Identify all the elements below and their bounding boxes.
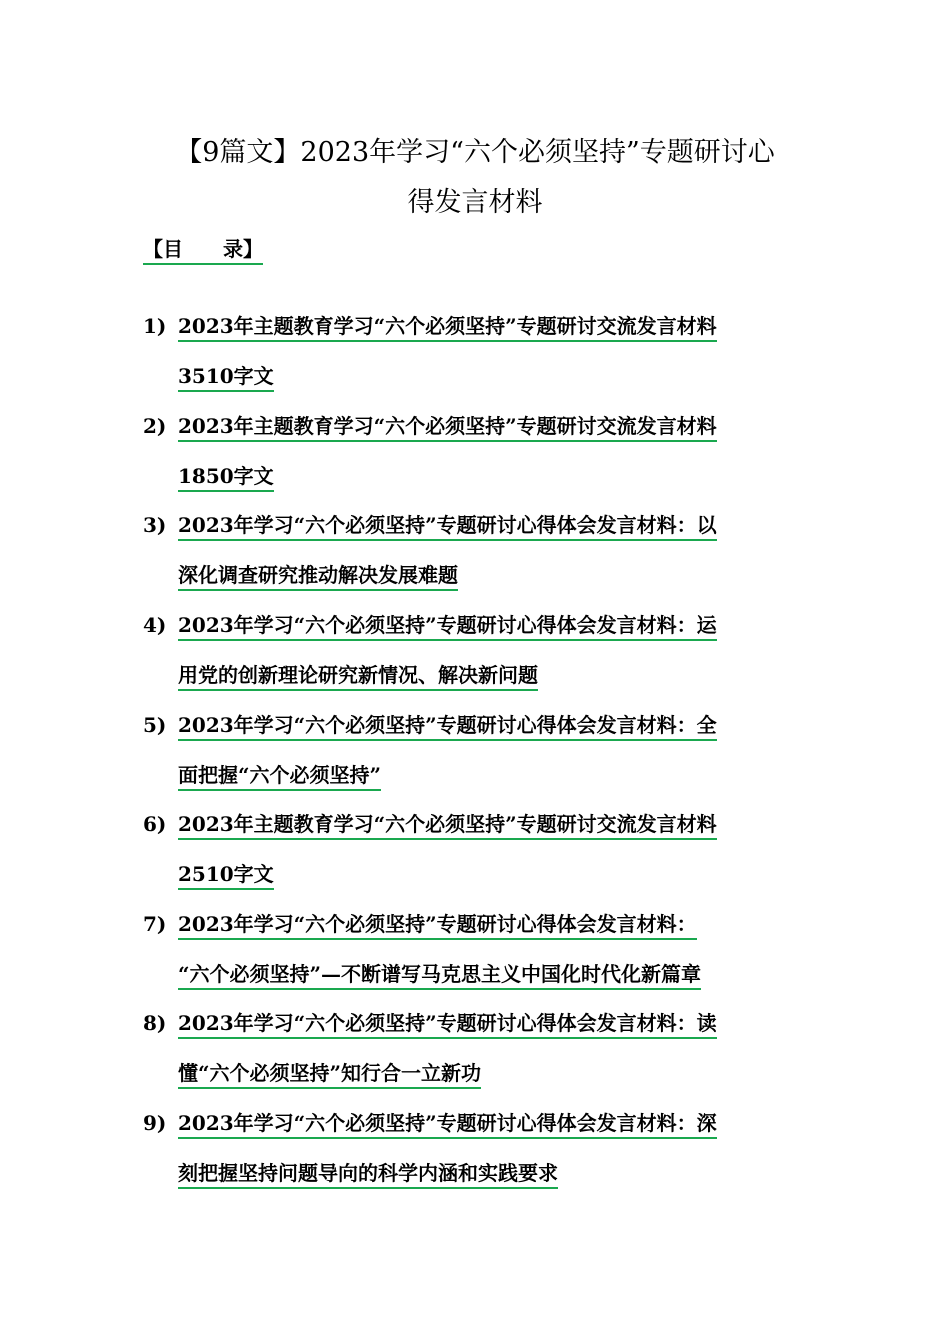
toc-link-line[interactable]: 2023年主题教育学习“六个必须坚持”专题研讨交流发言材料 (178, 811, 717, 840)
toc-item-number: 5) (143, 713, 167, 737)
toc-link-line[interactable]: 2023年学习“六个必须坚持”专题研讨心得体会发言材料：深 (178, 1110, 717, 1139)
toc-link-line[interactable]: 面把握“六个必须坚持” (178, 762, 381, 791)
document-title-line-1: 【9篇文】2023年学习“六个必须坚持”专题研讨心 (175, 137, 775, 168)
toc-link-line[interactable]: 1850字文 (178, 463, 274, 492)
toc-link-line[interactable]: “六个必须坚持”—不断谱写马克思主义中国化时代化新篇章 (178, 961, 701, 990)
toc-item-number: 2) (143, 414, 167, 438)
toc-link-line[interactable]: 2023年主题教育学习“六个必须坚持”专题研讨交流发言材料 (178, 313, 717, 342)
toc-link-line[interactable]: 2023年学习“六个必须坚持”专题研讨心得体会发言材料：读 (178, 1010, 717, 1039)
toc-link-line[interactable]: 2023年主题教育学习“六个必须坚持”专题研讨交流发言材料 (178, 413, 717, 442)
toc-link-line[interactable]: 2023年学习“六个必须坚持”专题研讨心得体会发言材料： (178, 911, 697, 940)
toc-link-line[interactable]: 用党的创新理论研究新情况、解决新问题 (178, 662, 538, 691)
toc-link-line[interactable]: 3510字文 (178, 363, 274, 392)
toc-link-line[interactable]: 2023年学习“六个必须坚持”专题研讨心得体会发言材料：运 (178, 612, 717, 641)
toc-item-number: 8) (143, 1011, 167, 1035)
toc-item-number: 3) (143, 513, 167, 537)
toc-item-number: 1) (143, 314, 167, 338)
toc-link-line[interactable]: 深化调查研究推动解决发展难题 (178, 562, 458, 591)
toc-link-line[interactable]: 2023年学习“六个必须坚持”专题研讨心得体会发言材料：全 (178, 712, 717, 741)
toc-item-number: 4) (143, 613, 167, 637)
toc-item-number: 7) (143, 912, 167, 936)
toc-item-number: 6) (143, 812, 167, 836)
toc-link-line[interactable]: 刻把握坚持问题导向的科学内涵和实践要求 (178, 1160, 558, 1189)
toc-link-line[interactable]: 懂“六个必须坚持”知行合一立新功 (178, 1060, 481, 1089)
toc-link-line[interactable]: 2510字文 (178, 861, 274, 890)
toc-heading: 【目 录】 (143, 236, 263, 265)
toc-item-number: 9) (143, 1111, 167, 1135)
toc-link-line[interactable]: 2023年学习“六个必须坚持”专题研讨心得体会发言材料：以 (178, 512, 717, 541)
document-title-line-2: 得发言材料 (407, 187, 543, 218)
